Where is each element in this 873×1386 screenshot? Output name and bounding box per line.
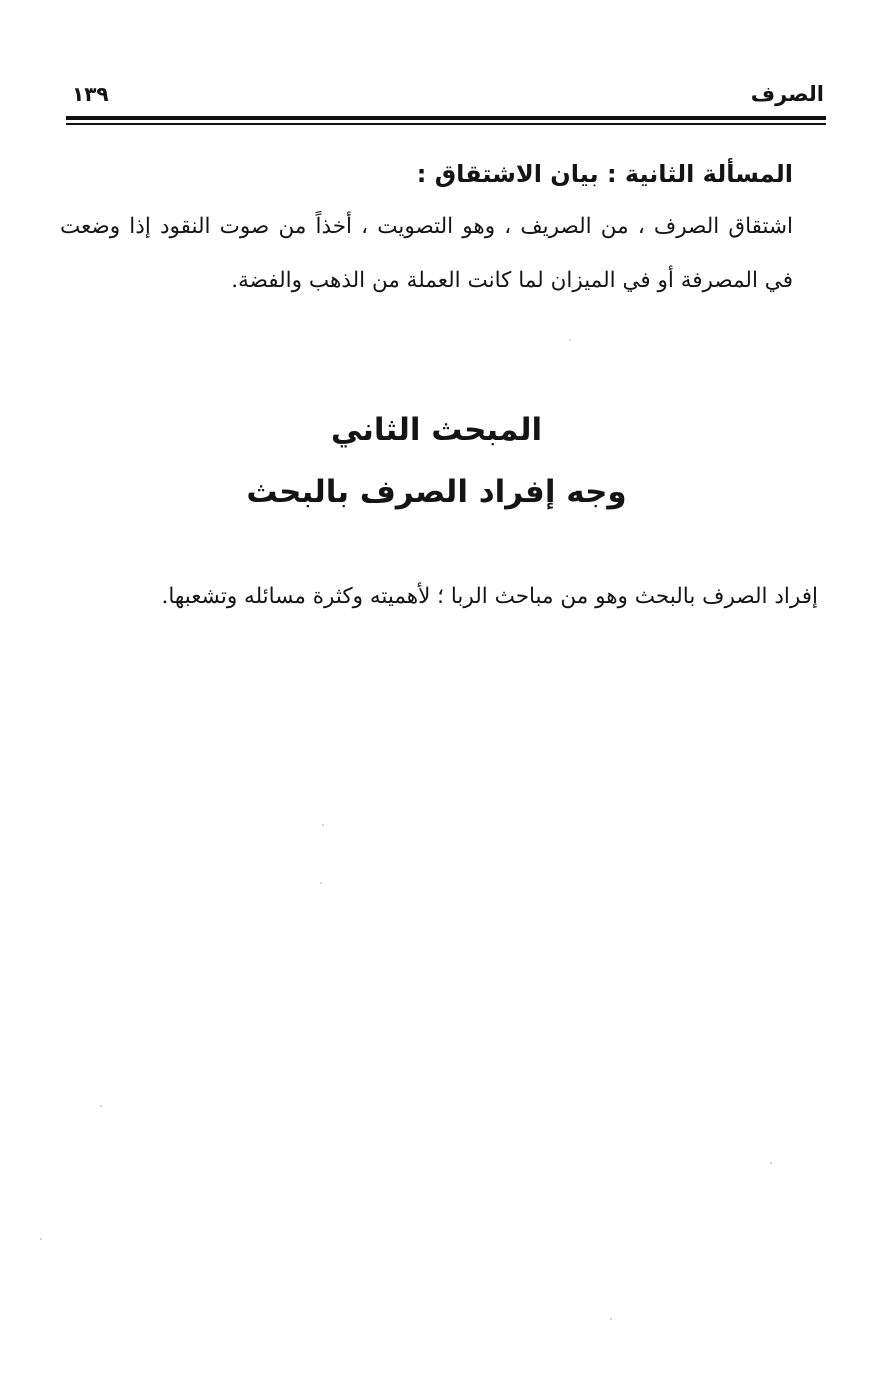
section-number-heading: المبحث الثاني: [330, 412, 543, 448]
section-paragraph: إفراد الصرف بالبحث وهو من مباحث الربا ؛ لأهميته وكثرة مسائله وتشعبها.: [161, 584, 818, 609]
scan-speck: [40, 1238, 42, 1240]
running-title: الصرف: [750, 82, 824, 106]
issue-paragraph: اشتقاق الصرف ، من الصريف ، وهو التصويت ، أخذاً من صوت النقود إذا وضعت في المصرفة أو في الميزان لما كانت العملة من الذهب والفضة.: [60, 214, 793, 293]
scan-speck: [610, 1318, 612, 1320]
section-title-heading: وجه إفراد الصرف بالبحث: [246, 474, 627, 510]
scan-speck: [770, 1162, 772, 1164]
scan-speck: [569, 339, 571, 341]
page-header: [66, 78, 826, 112]
scan-speck: [100, 1105, 102, 1107]
page-number: ١٣٩: [72, 82, 109, 106]
scan-speck: [322, 824, 324, 826]
issue-heading: المسألة الثانية : بيان الاشتقاق :: [416, 160, 793, 188]
header-rule-thick: [66, 116, 826, 120]
header-rule-thin: [66, 123, 826, 125]
scan-speck: [320, 882, 322, 884]
